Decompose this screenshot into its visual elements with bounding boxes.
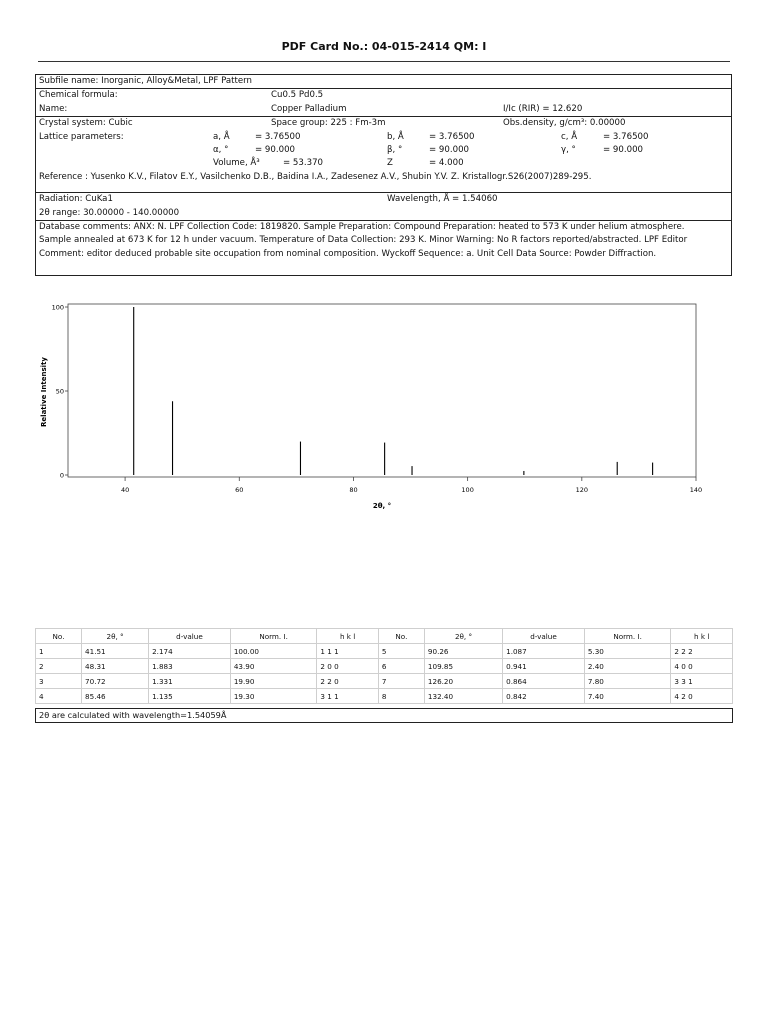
table-cell: 5 [378,644,424,659]
rir-value: I/Ic (RIR) = 12.620 [503,103,583,114]
table-cell: 19.90 [230,674,317,689]
table-cell: 132.40 [424,689,502,704]
alpha-label: α, ° [213,144,229,155]
table-cell: 4 2 0 [671,689,733,704]
z-label: Z [387,158,393,169]
subfile-row [36,75,731,88]
table-cell: 2 0 0 [317,659,379,674]
table-cell: 43.90 [230,659,317,674]
chemical-formula-value: Cu0.5 Pd0.5 [271,90,324,101]
table-cell: 2 2 0 [317,674,379,689]
x-tick-label: 60 [235,486,244,494]
crystal-row [36,116,731,130]
spacer [36,184,731,192]
table-cell: 126.20 [424,674,502,689]
table-cell: 5.30 [584,644,671,659]
table-cell: 19.30 [230,689,317,704]
lattice-row-1 [36,131,731,144]
lattice-label: Lattice parameters: [39,131,124,142]
name-row [36,103,731,116]
table-row [36,644,733,659]
gamma-value: = 90.000 [603,144,644,155]
table-cell: 1.135 [149,689,231,704]
y-tick-label: 100 [51,303,64,312]
b-label: b, Å [387,131,404,142]
comments-line-1: Database comments: ANX: N. LPF Collection Code: 1819820. Sample Preparation: Compound Preparation: heated to 573 K under helium atmosphere. [39,221,685,232]
obs-density: Obs.density, g/cm³: 0.00000 [503,118,626,129]
card-info-box [35,74,732,276]
table-cell: 41.51 [82,644,149,659]
comments-row-3 [36,248,731,261]
table-cell: 2.40 [584,659,671,674]
table-cell: 1.331 [149,674,231,689]
c-label: c, Å [561,131,578,142]
table-row [36,674,733,689]
z-value: = 4.000 [429,158,464,169]
table-cell: 3 1 1 [317,689,379,704]
table-cell: 3 [36,674,82,689]
table-cell: 48.31 [82,659,149,674]
x-tick-label: 80 [349,486,358,494]
column-header: Norm. I. [230,629,317,644]
column-header: h k l [317,629,379,644]
plot-frame [68,304,696,477]
peak-table-body [36,644,733,704]
table-cell: 2 [36,659,82,674]
x-tick-label: 140 [689,486,703,494]
column-header: No. [378,629,424,644]
subfile-name: Subfile name: Inorganic, Alloy&Metal, LPF Pattern [39,76,252,86]
column-header: d-value [503,629,585,644]
name-value: Copper Palladium [271,103,347,114]
wavelength-footnote: 2θ are calculated with wavelength=1.54059Å [35,708,733,723]
peak-table [35,628,733,704]
table-cell: 85.46 [82,689,149,704]
table-cell: 90.26 [424,644,502,659]
table-cell: 1 1 1 [317,644,379,659]
peak-bars [134,307,653,475]
table-cell: 4 0 0 [671,659,733,674]
table-cell: 1.087 [503,644,585,659]
reference: Reference : Yusenko K.V., Filatov E.Y., Vasilchenko D.B., Baidina I.A., Zadesenez A.V., Shubin Y.V. Z. Kristallogr.S26(2007)289-295. [39,171,592,182]
table-cell: 7.40 [584,689,671,704]
table-cell: 6 [378,659,424,674]
comments-row-2 [36,234,731,247]
table-row [36,689,733,704]
a-value: = 3.76500 [255,131,301,142]
range-row [36,207,731,220]
table-cell: 7.80 [584,674,671,689]
x-axis-ticks [121,477,702,494]
beta-value: = 90.000 [429,144,470,155]
x-tick-label: 100 [461,486,474,494]
reference-row [36,171,731,184]
y-axis-label: Relative Intensity [40,357,48,427]
beta-label: β, ° [387,144,403,155]
table-cell: 100.00 [230,644,317,659]
c-value: = 3.76500 [603,131,649,142]
column-header: 2θ, ° [424,629,502,644]
table-cell: 2 2 2 [671,644,733,659]
y-tick-label: 0 [59,471,64,480]
chemical-formula-label: Chemical formula: [39,90,118,101]
y-tick-label: 50 [55,387,64,396]
table-cell: 109.85 [424,659,502,674]
column-header: 2θ, ° [82,629,149,644]
x-tick-label: 120 [575,486,589,494]
table-cell: 1 [36,644,82,659]
table-cell: 0.941 [503,659,585,674]
b-value: = 3.76500 [429,131,475,142]
y-axis-ticks [52,304,68,480]
radiation-row [36,192,731,206]
x-axis-label: 2θ, ° [372,502,392,510]
table-cell: 2.174 [149,644,231,659]
table-cell: 1.883 [149,659,231,674]
volume-value: = 53.370 [283,158,324,169]
wavelength: Wavelength, Å = 1.54060 [387,194,498,205]
column-header: Norm. I. [584,629,671,644]
column-header: No. [36,629,82,644]
two-theta-range: 2θ range: 30.00000 - 140.00000 [39,207,180,218]
table-cell: 0.842 [503,689,585,704]
alpha-value: = 90.000 [255,144,296,155]
column-header: d-value [149,629,231,644]
a-label: a, Å [213,131,230,142]
comments-line-3: Comment: editor deduced probable site occupation from nominal composition. Wyckoff Sequence: a. Unit Cell Data Source: Powder Diffraction. [39,248,657,259]
crystal-system: Crystal system: Cubic [39,118,133,129]
lattice-row-2 [36,144,731,157]
table-cell: 4 [36,689,82,704]
volume-label: Volume, Å³ [213,158,260,169]
table-cell: 70.72 [82,674,149,689]
table-cell: 0.864 [503,674,585,689]
diffraction-chart [30,296,720,516]
formula-row [36,88,731,102]
comments-line-2: Sample annealed at 673 K for 12 h under vacuum. Temperature of Data Collection: 293 K. Minor Warning: No R factors reported/abstracted. LPF Editor [39,235,688,246]
radiation: Radiation: CuKa1 [39,194,113,205]
table-cell: 7 [378,674,424,689]
x-tick-label: 40 [120,486,130,494]
name-label: Name: [39,103,68,114]
page-title: PDF Card No.: 04-015-2414 QM: I [281,40,487,53]
volume-row [36,157,731,170]
table-row [36,659,733,674]
comments-row-1 [36,220,731,234]
column-header: h k l [671,629,733,644]
title-divider [38,61,730,62]
peak-table-header [36,629,733,644]
space-group: Space group: 225 : Fm-3m [271,118,386,129]
table-cell: 8 [378,689,424,704]
table-cell: 3 3 1 [671,674,733,689]
gamma-label: γ, ° [561,144,576,155]
